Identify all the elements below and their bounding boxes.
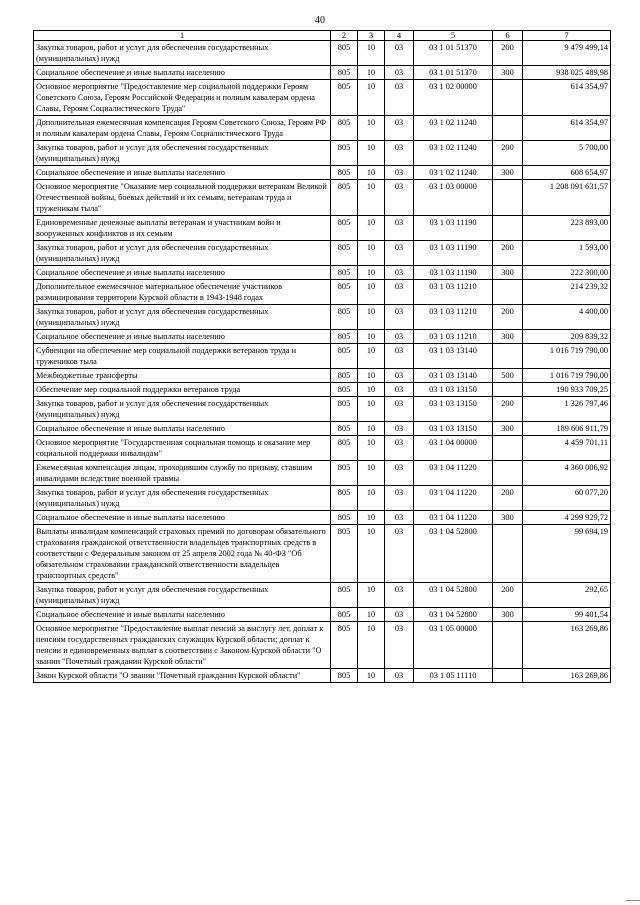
- expense-type-code-cell: [493, 180, 523, 216]
- item-name-cell: Закупка товаров, работ и услуг для обеспечения государственных (муниципальных) нужд: [34, 486, 331, 511]
- amount-cell: 608 654,97: [523, 166, 611, 180]
- target-code-cell: 03 1 04 00000: [414, 436, 493, 461]
- ministry-code-cell: 805: [331, 583, 358, 608]
- table-row: [34, 305, 611, 330]
- item-name-cell: Дополнительное ежемесячное материальное обеспечение участников разминирования территории Курской области в 1943-1948 годах: [34, 280, 331, 305]
- page-number: 40: [315, 15, 325, 26]
- table-row: [34, 622, 611, 669]
- section-code-cell: 10: [358, 344, 385, 369]
- amount-cell: 1 208 091 631,57: [523, 180, 611, 216]
- subsection-code-cell: 03: [385, 461, 414, 486]
- ministry-code-cell: 805: [331, 180, 358, 216]
- table-row: [34, 383, 611, 397]
- target-code-cell: 03 1 01 51370: [414, 41, 493, 66]
- expense-type-code-cell: [493, 525, 523, 583]
- item-name-cell: Выплаты инвалидам компенсаций страховых премий по договорам обязательного страхования гражданской ответственности владельцев транспортных средств в соответствии с Федеральным законом от 25 апреля 2002 года № 40-ФЗ "Об обязательном страховании гражданской ответственности владельцев транспортных средств": [34, 525, 331, 583]
- expense-type-code-cell: 200: [493, 241, 523, 266]
- section-code-cell: 10: [358, 525, 385, 583]
- ministry-code-cell: 805: [331, 383, 358, 397]
- ministry-code-cell: 805: [331, 436, 358, 461]
- expense-type-code-cell: 200: [493, 141, 523, 166]
- column-header: 3: [358, 31, 385, 41]
- table-row: [34, 280, 611, 305]
- item-name-cell: Социальное обеспечение и иные выплаты населению: [34, 66, 331, 80]
- target-code-cell: 03 1 02 00000: [414, 80, 493, 116]
- expense-type-code-cell: [493, 216, 523, 241]
- subsection-code-cell: 03: [385, 280, 414, 305]
- item-name-cell: Закупка товаров, работ и услуг для обеспечения государственных (муниципальных) нужд: [34, 41, 331, 66]
- table-row: [34, 80, 611, 116]
- ministry-code-cell: 805: [331, 608, 358, 622]
- ministry-code-cell: 805: [331, 66, 358, 80]
- subsection-code-cell: 03: [385, 369, 414, 383]
- amount-cell: 99 401,54: [523, 608, 611, 622]
- item-name-cell: Социальное обеспечение и иные выплаты населению: [34, 511, 331, 525]
- amount-cell: 222 300,00: [523, 266, 611, 280]
- expense-type-code-cell: 500: [493, 369, 523, 383]
- expense-type-code-cell: 300: [493, 608, 523, 622]
- section-code-cell: 10: [358, 369, 385, 383]
- subsection-code-cell: 03: [385, 141, 414, 166]
- subsection-code-cell: 03: [385, 486, 414, 511]
- section-code-cell: 10: [358, 669, 385, 683]
- page-corner-mark: [626, 900, 640, 905]
- item-name-cell: Социальное обеспечение и иные выплаты населению: [34, 608, 331, 622]
- expense-type-code-cell: [493, 80, 523, 116]
- section-code-cell: 10: [358, 280, 385, 305]
- section-code-cell: 10: [358, 241, 385, 266]
- amount-cell: 4 459 701,11: [523, 436, 611, 461]
- target-code-cell: 03 1 05 11110: [414, 669, 493, 683]
- subsection-code-cell: 03: [385, 266, 414, 280]
- subsection-code-cell: 03: [385, 41, 414, 66]
- expense-type-code-cell: [493, 461, 523, 486]
- section-code-cell: 10: [358, 305, 385, 330]
- table-row: [34, 344, 611, 369]
- target-code-cell: 03 1 03 11190: [414, 216, 493, 241]
- ministry-code-cell: 805: [331, 525, 358, 583]
- subsection-code-cell: 03: [385, 80, 414, 116]
- column-header: 1: [34, 31, 331, 41]
- target-code-cell: 03 1 03 11210: [414, 280, 493, 305]
- expense-type-code-cell: [493, 383, 523, 397]
- section-code-cell: 10: [358, 511, 385, 525]
- target-code-cell: 03 1 04 11220: [414, 486, 493, 511]
- amount-cell: 189 606 911,79: [523, 422, 611, 436]
- subsection-code-cell: 03: [385, 608, 414, 622]
- section-code-cell: 10: [358, 266, 385, 280]
- item-name-cell: Основное мероприятие "Государственная социальная помощь и оказание мер социальной поддержки инвалидам": [34, 436, 331, 461]
- expense-type-code-cell: 300: [493, 166, 523, 180]
- target-code-cell: 03 1 02 11240: [414, 141, 493, 166]
- subsection-code-cell: 03: [385, 216, 414, 241]
- target-code-cell: 03 1 02 11240: [414, 166, 493, 180]
- item-name-cell: Закупка товаров, работ и услуг для обеспечения государственных (муниципальных) нужд: [34, 583, 331, 608]
- table-row: [34, 461, 611, 486]
- subsection-code-cell: 03: [385, 166, 414, 180]
- subsection-code-cell: 03: [385, 422, 414, 436]
- target-code-cell: 03 1 03 13150: [414, 422, 493, 436]
- amount-cell: 1 016 719 790,00: [523, 344, 611, 369]
- subsection-code-cell: 03: [385, 241, 414, 266]
- table-row: [34, 608, 611, 622]
- amount-cell: 4 400,00: [523, 305, 611, 330]
- table-row: [34, 166, 611, 180]
- table-row: [34, 525, 611, 583]
- section-code-cell: 10: [358, 583, 385, 608]
- table-row: [34, 241, 611, 266]
- subsection-code-cell: 03: [385, 583, 414, 608]
- subsection-code-cell: 03: [385, 511, 414, 525]
- ministry-code-cell: 805: [331, 216, 358, 241]
- ministry-code-cell: 805: [331, 266, 358, 280]
- subsection-code-cell: 03: [385, 344, 414, 369]
- table-row: [34, 486, 611, 511]
- expense-type-code-cell: 200: [493, 397, 523, 422]
- table-row: [34, 266, 611, 280]
- section-code-cell: 10: [358, 422, 385, 436]
- ministry-code-cell: 805: [331, 280, 358, 305]
- expense-type-code-cell: 300: [493, 66, 523, 80]
- ministry-code-cell: 805: [331, 397, 358, 422]
- target-code-cell: 03 1 04 52800: [414, 525, 493, 583]
- amount-cell: 163 269,86: [523, 669, 611, 683]
- expense-type-code-cell: 200: [493, 305, 523, 330]
- section-code-cell: 10: [358, 622, 385, 669]
- section-code-cell: 10: [358, 216, 385, 241]
- expense-type-code-cell: [493, 436, 523, 461]
- ministry-code-cell: 805: [331, 461, 358, 486]
- amount-cell: 5 700,00: [523, 141, 611, 166]
- table-row: [34, 141, 611, 166]
- amount-cell: 1 593,00: [523, 241, 611, 266]
- ministry-code-cell: 805: [331, 80, 358, 116]
- section-code-cell: 10: [358, 383, 385, 397]
- table-row: [34, 397, 611, 422]
- ministry-code-cell: 805: [331, 141, 358, 166]
- amount-cell: 9 479 499,14: [523, 41, 611, 66]
- section-code-cell: 10: [358, 80, 385, 116]
- ministry-code-cell: 805: [331, 166, 358, 180]
- amount-cell: 99 694,19: [523, 525, 611, 583]
- table-row: [34, 369, 611, 383]
- expense-type-code-cell: 300: [493, 330, 523, 344]
- ministry-code-cell: 805: [331, 422, 358, 436]
- amount-cell: 614 354,97: [523, 80, 611, 116]
- section-code-cell: 10: [358, 180, 385, 216]
- subsection-code-cell: 03: [385, 669, 414, 683]
- item-name-cell: Основное мероприятие "Предоставление выплат пенсий за выслугу лет, доплат к пенсиям государственных гражданских служащих Курской области; доплат к пенсии и единовременных выплат в соответствии с Законом Курской области "О звании "Почетный гражданин Курской области": [34, 622, 331, 669]
- column-header: 7: [523, 31, 611, 41]
- ministry-code-cell: 805: [331, 369, 358, 383]
- target-code-cell: 03 1 03 11190: [414, 266, 493, 280]
- subsection-code-cell: 03: [385, 66, 414, 80]
- section-code-cell: 10: [358, 66, 385, 80]
- target-code-cell: 03 1 01 51370: [414, 66, 493, 80]
- target-code-cell: 03 1 03 13150: [414, 397, 493, 422]
- item-name-cell: Социальное обеспечение и иные выплаты населению: [34, 166, 331, 180]
- amount-cell: 223 893,00: [523, 216, 611, 241]
- amount-cell: 4 360 006,92: [523, 461, 611, 486]
- amount-cell: 1 326 797,46: [523, 397, 611, 422]
- budget-table: [33, 30, 611, 683]
- item-name-cell: Обеспечение мер социальной поддержки ветеранов труда: [34, 383, 331, 397]
- expense-type-code-cell: [493, 622, 523, 669]
- item-name-cell: Закупка товаров, работ и услуг для обеспечения государственных (муниципальных) нужд: [34, 397, 331, 422]
- section-code-cell: 10: [358, 397, 385, 422]
- expense-type-code-cell: [493, 669, 523, 683]
- expense-type-code-cell: 200: [493, 583, 523, 608]
- ministry-code-cell: 805: [331, 344, 358, 369]
- target-code-cell: 03 1 03 11210: [414, 305, 493, 330]
- subsection-code-cell: 03: [385, 305, 414, 330]
- expense-type-code-cell: 300: [493, 511, 523, 525]
- item-name-cell: Закупка товаров, работ и услуг для обеспечения государственных (муниципальных) нужд: [34, 141, 331, 166]
- target-code-cell: 03 1 03 11210: [414, 330, 493, 344]
- section-code-cell: 10: [358, 461, 385, 486]
- column-header: 6: [493, 31, 523, 41]
- table-row: [34, 422, 611, 436]
- expense-type-code-cell: [493, 116, 523, 141]
- item-name-cell: Основное мероприятие "Оказание мер социальной поддержки ветеранам Великой Отечественной войны, боевых действий и их семьям, ветеранам труда и труженикам тыла": [34, 180, 331, 216]
- expense-type-code-cell: 300: [493, 266, 523, 280]
- amount-cell: 614 354,97: [523, 116, 611, 141]
- section-code-cell: 10: [358, 41, 385, 66]
- item-name-cell: Дополнительная ежемесячная компенсация Героям Советского Союза, Героям РФ и полным кавалерам ордена Славы, Героям Социалистического Труда: [34, 116, 331, 141]
- subsection-code-cell: 03: [385, 436, 414, 461]
- section-code-cell: 10: [358, 486, 385, 511]
- table-row: [34, 583, 611, 608]
- expense-type-code-cell: 200: [493, 41, 523, 66]
- item-name-cell: Закон Курской области "О звании "Почетный гражданин Курской области": [34, 669, 331, 683]
- section-code-cell: 10: [358, 116, 385, 141]
- ministry-code-cell: 805: [331, 305, 358, 330]
- target-code-cell: 03 1 03 11190: [414, 241, 493, 266]
- item-name-cell: Ежемесячная компенсация лицам, проходившим службу по призыву, ставшим инвалидами вследствие военной травмы: [34, 461, 331, 486]
- expense-type-code-cell: [493, 280, 523, 305]
- item-name-cell: Закупка товаров, работ и услуг для обеспечения государственных (муниципальных) нужд: [34, 305, 331, 330]
- amount-cell: 214 239,32: [523, 280, 611, 305]
- column-header: 2: [331, 31, 358, 41]
- ministry-code-cell: 805: [331, 511, 358, 525]
- section-code-cell: 10: [358, 436, 385, 461]
- section-code-cell: 10: [358, 330, 385, 344]
- section-code-cell: 10: [358, 141, 385, 166]
- item-name-cell: Основное мероприятие "Предоставление мер социальной поддержки Героям Советского Союза, Героям Российской Федерации и полным кавалерам ордена Славы, Героям Социалистического Труда": [34, 80, 331, 116]
- subsection-code-cell: 03: [385, 330, 414, 344]
- table-row: [34, 511, 611, 525]
- item-name-cell: Социальное обеспечение и иные выплаты населению: [34, 330, 331, 344]
- table-row: [34, 436, 611, 461]
- item-name-cell: Субвенции на обеспечение мер социальной поддержки ветеранов труда и тружеников тыла: [34, 344, 331, 369]
- target-code-cell: 03 1 03 13140: [414, 369, 493, 383]
- target-code-cell: 03 1 04 11220: [414, 511, 493, 525]
- target-code-cell: 03 1 03 13150: [414, 383, 493, 397]
- table-row: [34, 66, 611, 80]
- amount-cell: 209 839,32: [523, 330, 611, 344]
- amount-cell: 60 077,20: [523, 486, 611, 511]
- target-code-cell: 03 1 04 52800: [414, 608, 493, 622]
- amount-cell: 938 025 489,98: [523, 66, 611, 80]
- target-code-cell: 03 1 05 00000: [414, 622, 493, 669]
- amount-cell: 4 299 929,72: [523, 511, 611, 525]
- section-code-cell: 10: [358, 166, 385, 180]
- amount-cell: 1 016 719 790,00: [523, 369, 611, 383]
- ministry-code-cell: 805: [331, 116, 358, 141]
- column-header: 4: [385, 31, 414, 41]
- item-name-cell: Единовременные денежные выплаты ветеранам и участникам войн и вооруженных конфликтов и их семьям: [34, 216, 331, 241]
- amount-cell: 163 269,86: [523, 622, 611, 669]
- ministry-code-cell: 805: [331, 241, 358, 266]
- table-row: [34, 216, 611, 241]
- expense-type-code-cell: [493, 344, 523, 369]
- target-code-cell: 03 1 03 13140: [414, 344, 493, 369]
- table-row: [34, 330, 611, 344]
- table-row: [34, 41, 611, 66]
- amount-cell: 292,65: [523, 583, 611, 608]
- subsection-code-cell: 03: [385, 397, 414, 422]
- ministry-code-cell: 805: [331, 622, 358, 669]
- amount-cell: 190 933 709,25: [523, 383, 611, 397]
- table-row: [34, 180, 611, 216]
- ministry-code-cell: 805: [331, 486, 358, 511]
- item-name-cell: Закупка товаров, работ и услуг для обеспечения государственных (муниципальных) нужд: [34, 241, 331, 266]
- subsection-code-cell: 03: [385, 622, 414, 669]
- target-code-cell: 03 1 04 52800: [414, 583, 493, 608]
- subsection-code-cell: 03: [385, 180, 414, 216]
- table-row: [34, 116, 611, 141]
- expense-type-code-cell: 300: [493, 422, 523, 436]
- expense-type-code-cell: 200: [493, 486, 523, 511]
- table-row: [34, 669, 611, 683]
- ministry-code-cell: 805: [331, 330, 358, 344]
- target-code-cell: 03 1 03 00000: [414, 180, 493, 216]
- subsection-code-cell: 03: [385, 383, 414, 397]
- item-name-cell: Социальное обеспечение и иные выплаты населению: [34, 266, 331, 280]
- subsection-code-cell: 03: [385, 525, 414, 583]
- target-code-cell: 03 1 02 11240: [414, 116, 493, 141]
- ministry-code-cell: 805: [331, 41, 358, 66]
- subsection-code-cell: 03: [385, 116, 414, 141]
- ministry-code-cell: 805: [331, 669, 358, 683]
- section-code-cell: 10: [358, 608, 385, 622]
- item-name-cell: Социальное обеспечение и иные выплаты населению: [34, 422, 331, 436]
- column-header: 5: [414, 31, 493, 41]
- item-name-cell: Межбюджетные трансферты: [34, 369, 331, 383]
- table-header-row: [34, 31, 611, 41]
- target-code-cell: 03 1 04 11220: [414, 461, 493, 486]
